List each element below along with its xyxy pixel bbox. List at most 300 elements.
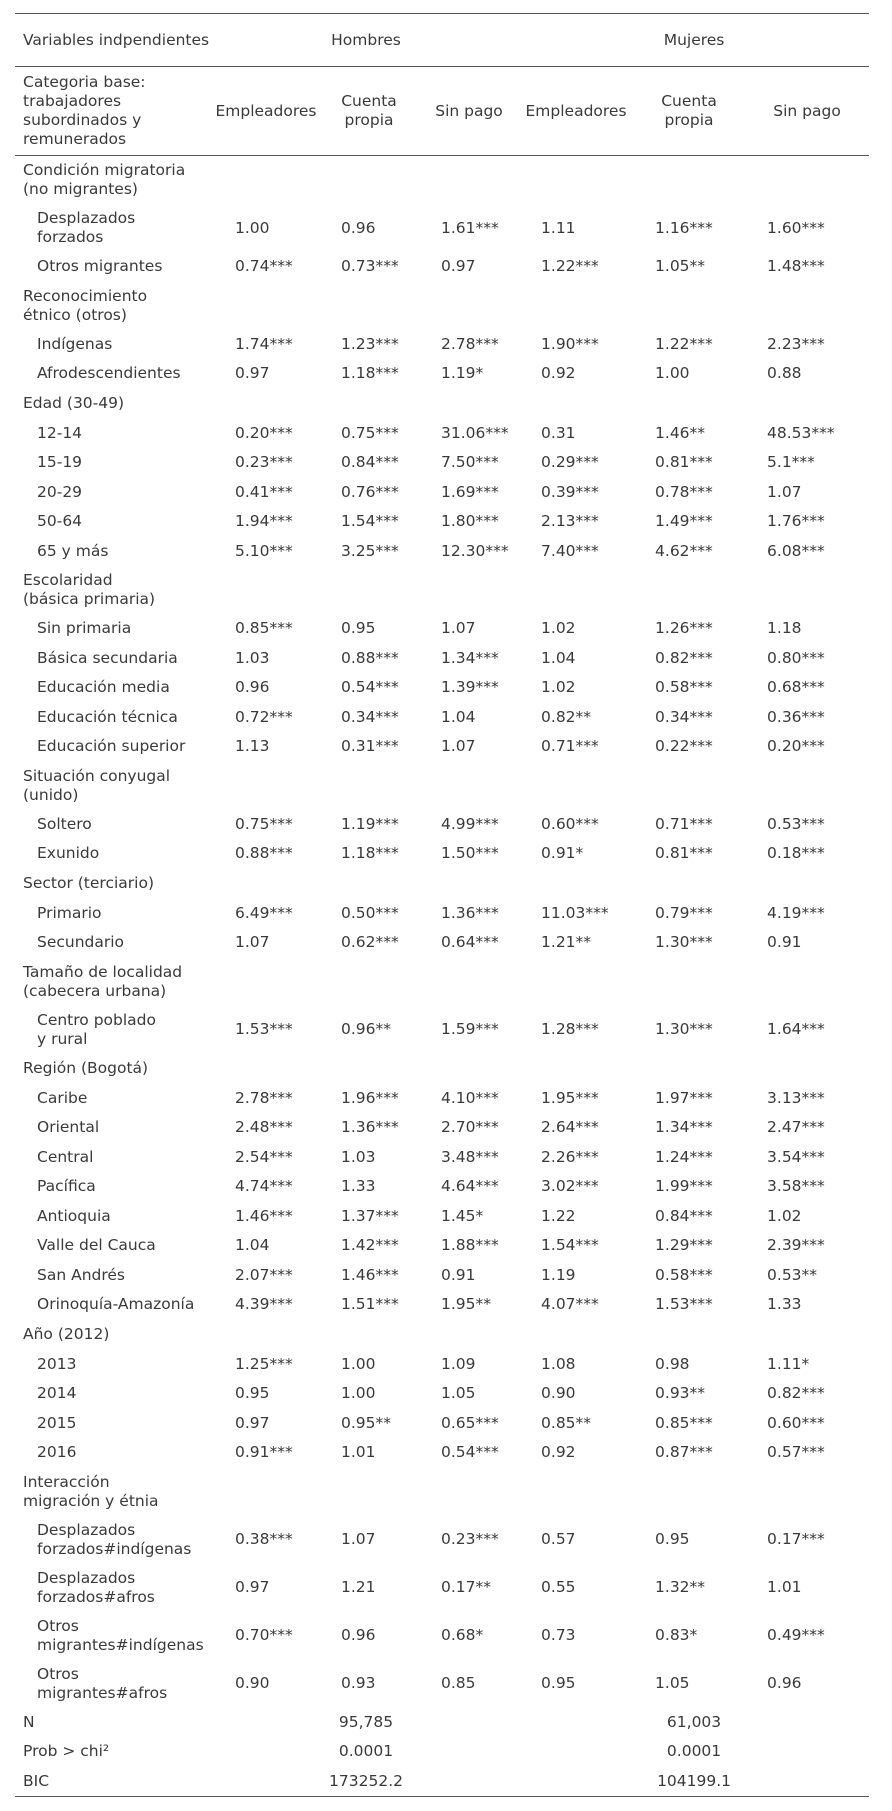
coefficient-cell: 1.02 [541,619,576,638]
coefficient-cell: 1.33 [767,1295,802,1314]
column-header: Sin pago [419,67,519,156]
table-row [15,810,869,840]
coefficient-cell: 0.70*** [235,1626,293,1644]
coefficient-cell: 1.80*** [441,512,499,531]
coefficient-cell: 0.82*** [767,1384,825,1403]
coefficient-cell: 1.24*** [655,1147,713,1166]
stat-label: Prob > chi² [23,1742,110,1761]
coefficient-cell: 1.07 [441,737,476,756]
coefficient-cell: 1.00 [341,1354,376,1373]
coefficient-cell: 0.29*** [541,453,599,472]
row-label: Centro poblado y rural [37,1010,156,1048]
coefficient-cell: 1.39*** [441,678,499,697]
coefficient-cell: 0.74*** [235,257,293,276]
coefficient-cell: 0.82** [541,707,592,726]
coefficient-cell: 1.59*** [441,1020,499,1038]
coefficient-cell: 1.05 [441,1384,476,1403]
table-row [15,1379,869,1409]
coefficient-cell: 1.30*** [655,1020,713,1038]
coefficient-cell: 1.01 [767,1578,802,1596]
coefficient-cell: 1.07 [441,619,476,638]
row-label: Central [37,1147,94,1166]
table-row [15,252,869,282]
coefficient-cell: 0.85 [441,1674,476,1692]
section-row [15,1320,869,1350]
section-title: Situación conyugal (unido) [23,766,171,804]
coefficient-cell: 0.72*** [235,707,293,726]
coefficient-cell: 0.95** [341,1413,392,1432]
coefficient-cell: 1.37*** [341,1206,399,1225]
coefficient-cell: 1.04 [541,648,576,667]
table-row [15,1261,869,1291]
coefficient-cell: 1.64*** [767,1020,825,1038]
coefficient-cell: 1.34*** [655,1118,713,1137]
coefficient-cell: 0.60*** [767,1413,825,1432]
coefficient-cell: 0.88 [767,364,802,383]
coefficient-cell: 1.95*** [541,1088,599,1107]
section-row [15,566,869,614]
coefficient-cell: 4.62*** [655,541,713,560]
coefficient-cell: 3.54*** [767,1147,825,1166]
column-header: Cuenta propia [319,67,419,156]
coefficient-cell: 2.23*** [767,334,825,353]
coefficient-cell: 0.95 [341,619,376,638]
coefficient-cell: 0.92 [541,1443,576,1462]
section-title: Escolaridad (básica primaria) [23,571,156,608]
coefficient-cell: 0.93 [341,1674,376,1692]
coefficient-cell: 12.30*** [441,541,509,560]
row-label: Primario [37,903,102,922]
coefficient-cell: 1.61*** [441,218,499,237]
coefficient-cell: 1.03 [341,1147,376,1166]
stat-label: BIC [15,1767,213,1797]
section-row [15,958,869,1006]
row-label: Soltero [37,814,92,833]
row-label: San Andrés [37,1265,125,1284]
coefficient-cell: 0.95 [235,1384,270,1403]
coefficient-cell: 1.96*** [341,1088,399,1107]
table-row [15,928,869,958]
coefficient-cell: 2.78*** [441,334,499,353]
coefficient-cell: 1.18 [767,619,802,638]
row-label: 65 y más [37,541,109,560]
coefficient-cell: 1.16*** [655,218,713,237]
table-row [15,1143,869,1173]
coefficient-cell: 0.62*** [341,933,399,952]
coefficient-cell: 1.03 [235,648,270,667]
coefficient-cell: 0.97 [235,364,270,383]
row-label: 50-64 [37,512,83,531]
column-header: Empleadores [519,67,633,156]
stat-row [15,1708,869,1738]
table-row [15,839,869,869]
variables-header: Variables indpendientes [15,14,213,67]
row-label: 12-14 [37,423,83,442]
coefficient-cell: 1.21 [341,1578,376,1596]
coefficient-cell: 5.1*** [767,453,815,472]
coefficient-cell: 0.54*** [341,678,399,697]
coefficient-cell: 1.00 [235,218,270,237]
coefficient-cell: 2.54*** [235,1147,293,1166]
section-row [15,1468,869,1516]
coefficient-cell: 1.32** [655,1578,706,1596]
header-row-columns [15,67,869,156]
coefficient-cell: 0.84*** [655,1206,713,1225]
column-header: Sin pago [745,67,869,156]
coefficient-cell: 1.05 [655,1674,690,1692]
coefficient-cell: 0.88*** [235,844,293,863]
coefficient-cell: 0.17*** [767,1530,825,1548]
coefficient-cell: 4.39*** [235,1295,293,1314]
coefficient-cell: 0.53*** [767,814,825,833]
coefficient-cell: 1.13 [235,737,270,756]
coefficient-cell: 1.46*** [235,1206,293,1225]
row-label: Orinoquía-Amazonía [37,1295,195,1314]
coefficient-cell: 6.49*** [235,903,293,922]
coefficient-cell: 1.00 [341,1384,376,1403]
coefficient-cell: 1.95** [441,1295,492,1314]
coefficient-cell: 0.18*** [767,844,825,863]
coefficient-cell: 0.96** [341,1020,392,1038]
stat-value-women: 61,003 [666,1712,722,1731]
table-row [15,478,869,508]
coefficient-cell: 7.50*** [441,453,499,472]
coefficient-cell: 1.07 [767,482,802,501]
section-row [15,762,869,810]
coefficient-cell: 0.71*** [541,737,599,756]
coefficient-cell: 0.68* [441,1626,484,1644]
coefficient-cell: 0.91*** [235,1443,293,1462]
coefficient-cell: 0.20*** [235,423,293,442]
coefficient-cell: 0.38*** [235,1530,293,1548]
coefficient-cell: 4.07*** [541,1295,599,1314]
table-row [15,1564,869,1612]
coefficient-cell: 0.97 [235,1578,270,1596]
table-row [15,673,869,703]
table-row [15,1350,869,1380]
coefficient-cell: 1.21** [541,933,592,952]
row-label: Caribe [37,1088,88,1107]
coefficient-cell: 1.07 [235,933,270,952]
stat-value-women: 104199.1 [519,1767,869,1797]
coefficient-cell: 0.97 [441,257,476,276]
stat-row [15,1767,869,1797]
coefficient-cell: 1.36*** [341,1118,399,1137]
coefficient-cell: 0.90 [235,1674,270,1692]
row-label: Básica secundaria [37,648,178,667]
coefficient-cell: 0.85*** [235,619,293,638]
coefficient-cell: 0.93** [655,1384,706,1403]
coefficient-cell: 0.57 [541,1530,576,1548]
row-label: Sin primaria [37,619,132,638]
coefficient-cell: 0.92 [541,364,576,383]
coefficient-cell: 1.18*** [341,364,399,383]
coefficient-cell: 2.26*** [541,1147,599,1166]
table-row [15,899,869,929]
row-label: Valle del Cauca [37,1236,156,1255]
coefficient-cell: 1.74*** [235,334,293,353]
coefficient-cell: 0.96 [341,1626,376,1644]
coefficient-cell: 2.64*** [541,1118,599,1137]
row-label: Oriental [37,1118,100,1137]
table-row [15,1202,869,1232]
coefficient-cell: 1.00 [655,364,690,383]
row-label: Desplazados forzados#afros [37,1568,155,1606]
coefficient-cell: 0.73 [541,1626,576,1644]
coefficient-cell: 0.34*** [655,707,713,726]
row-label: Antioquia [37,1206,111,1225]
section-title: Tamaño de localidad (cabecera urbana) [23,962,183,1000]
row-label: Desplazados forzados [37,209,136,246]
table-row [15,1516,869,1564]
row-label: Otros migrantes#afros [37,1664,168,1702]
coefficient-cell: 1.54*** [341,512,399,531]
row-label: Otros migrantes#indígenas [37,1616,204,1654]
coefficient-cell: 1.11* [767,1354,810,1373]
stat-value-women: 0.0001 [666,1742,722,1761]
coefficient-cell: 0.79*** [655,903,713,922]
coefficient-cell: 1.18*** [341,844,399,863]
coefficient-cell: 4.19*** [767,903,825,922]
coefficient-cell: 1.04 [441,707,476,726]
coefficient-cell: 4.64*** [441,1177,499,1196]
coefficient-cell: 0.81*** [655,844,713,863]
coefficient-cell: 0.34*** [341,707,399,726]
coefficient-cell: 0.55 [541,1578,576,1596]
coefficient-cell: 0.65*** [441,1413,499,1432]
coefficient-cell: 0.54*** [441,1443,499,1462]
section-row [15,282,869,330]
coefficient-cell: 1.22*** [541,257,599,276]
coefficient-cell: 1.19*** [341,814,399,833]
coefficient-cell: 0.84*** [341,453,399,472]
coefficient-cell: 2.78*** [235,1088,293,1107]
coefficient-cell: 0.75*** [341,423,399,442]
coefficient-cell: 1.29*** [655,1236,713,1255]
coefficient-cell: 5.10*** [235,541,293,560]
coefficient-cell: 1.45* [441,1206,484,1225]
coefficient-cell: 3.13*** [767,1088,825,1107]
coefficient-cell: 1.04 [235,1236,270,1255]
coefficient-cell: 0.95 [655,1530,690,1548]
table-row [15,1084,869,1114]
section-row [15,869,869,899]
section-row [15,1054,869,1084]
coefficient-cell: 7.40*** [541,541,599,560]
coefficient-cell: 1.09 [441,1354,476,1373]
row-label: Exunido [37,844,100,863]
table-row [15,614,869,644]
coefficient-cell: 4.10*** [441,1088,499,1107]
coefficient-cell: 48.53*** [767,423,835,442]
row-label: 2014 [37,1384,77,1403]
coefficient-cell: 0.36*** [767,707,825,726]
table-row [15,1409,869,1439]
coefficient-cell: 1.02 [767,1206,802,1225]
coefficient-cell: 1.11 [541,218,576,237]
coefficient-cell: 0.82*** [655,648,713,667]
coefficient-cell: 0.58*** [655,1265,713,1284]
coefficient-cell: 1.50*** [441,844,499,863]
coefficient-cell: 1.46** [655,423,706,442]
coefficient-cell: 1.51*** [341,1295,399,1314]
coefficient-cell: 0.76*** [341,482,399,501]
coefficient-cell: 1.25*** [235,1354,293,1373]
table-row [15,330,869,360]
row-label: 2015 [37,1413,77,1432]
regression-table [15,13,869,1797]
coefficient-cell: 1.88*** [441,1236,499,1255]
coefficient-cell: 0.96 [341,218,376,237]
stat-value-men: 95,785 [338,1712,394,1731]
coefficient-cell: 0.96 [235,678,270,697]
coefficient-cell: 0.73*** [341,257,399,276]
coefficient-cell: 0.53** [767,1265,818,1284]
coefficient-cell: 3.58*** [767,1177,825,1196]
stat-row [15,1737,869,1767]
coefficient-cell: 3.02*** [541,1177,599,1196]
row-label: Educación media [37,678,170,697]
coefficient-cell: 0.23*** [235,453,293,472]
coefficient-cell: 0.23*** [441,1530,499,1548]
section-title: Región (Bogotá) [23,1059,149,1077]
coefficient-cell: 3.48*** [441,1147,499,1166]
table-row [15,448,869,478]
table-row [15,1231,869,1261]
coefficient-cell: 0.22*** [655,737,713,756]
coefficient-cell: 1.42*** [341,1236,399,1255]
column-header: Empleadores [213,67,319,156]
coefficient-cell: 0.31 [541,423,576,442]
coefficient-cell: 0.78*** [655,482,713,501]
coefficient-cell: 1.46*** [341,1265,399,1284]
row-label: Otros migrantes [37,257,163,276]
group-header-women: Mujeres [519,14,869,67]
row-label: Educación superior [37,737,186,756]
section-title: Interacción migración y étnia [23,1472,159,1510]
row-label: Secundario [37,933,125,952]
coefficient-cell: 2.47*** [767,1118,825,1137]
coefficient-cell: 0.88*** [341,648,399,667]
coefficient-cell: 1.48*** [767,257,825,276]
stat-value-men: 173252.2 [213,1767,519,1797]
coefficient-cell: 1.19* [441,364,484,383]
section-title: Condición migratoria (no migrantes) [23,161,186,198]
coefficient-cell: 1.33 [341,1177,376,1196]
coefficient-cell: 1.08 [541,1354,576,1373]
coefficient-cell: 1.05** [655,257,706,276]
column-header: Cuenta propia [633,67,745,156]
coefficient-cell: 0.91 [767,933,802,952]
coefficient-cell: 0.50*** [341,903,399,922]
coefficient-cell: 1.28*** [541,1020,599,1038]
row-label: 20-29 [37,482,83,501]
coefficient-cell: 0.49*** [767,1626,825,1644]
coefficient-cell: 0.41*** [235,482,293,501]
coefficient-cell: 1.30*** [655,933,713,952]
coefficient-cell: 11.03*** [541,903,609,922]
row-label: Pacífica [37,1177,96,1196]
coefficient-cell: 4.74*** [235,1177,293,1196]
table-row [15,644,869,674]
table-row [15,1006,869,1054]
coefficient-cell: 0.39*** [541,482,599,501]
group-header-men: Hombres [213,14,519,67]
coefficient-cell: 0.81*** [655,453,713,472]
coefficient-cell: 1.54*** [541,1236,599,1255]
section-row [15,156,869,205]
table-row [15,1113,869,1143]
row-label: Indígenas [37,334,113,353]
coefficient-cell: 2.13*** [541,512,599,531]
coefficient-cell: 1.23*** [341,334,399,353]
coefficient-cell: 4.99*** [441,814,499,833]
coefficient-cell: 0.58*** [655,678,713,697]
table-row [15,537,869,567]
coefficient-cell: 0.97 [235,1413,270,1432]
coefficient-cell: 0.31*** [341,737,399,756]
coefficient-cell: 1.01 [341,1443,376,1462]
coefficient-cell: 0.68*** [767,678,825,697]
coefficient-cell: 1.22 [541,1206,576,1225]
table-row [15,732,869,762]
row-label: 2016 [37,1443,77,1462]
coefficient-cell: 1.36*** [441,903,499,922]
coefficient-cell: 1.34*** [441,648,499,667]
coefficient-cell: 1.90*** [541,334,599,353]
coefficient-cell: 0.98 [655,1354,690,1373]
coefficient-cell: 0.85*** [655,1413,713,1432]
coefficient-cell: 0.95 [541,1674,576,1692]
coefficient-cell: 1.07 [341,1530,376,1548]
coefficient-cell: 0.91 [441,1265,476,1284]
coefficient-cell: 1.97*** [655,1088,713,1107]
coefficient-cell: 31.06*** [441,423,509,442]
coefficient-cell: 0.71*** [655,814,713,833]
coefficient-cell: 1.26*** [655,619,713,638]
section-title: Reconocimiento étnico (otros) [23,286,148,324]
table-row [15,359,869,389]
table-row [15,1438,869,1468]
coefficient-cell: 1.76*** [767,512,825,531]
coefficient-cell: 0.96 [767,1674,802,1692]
row-label: 2013 [37,1354,77,1373]
coefficient-cell: 6.08*** [767,541,825,560]
coefficient-cell: 1.02 [541,678,576,697]
table-row [15,1290,869,1320]
base-category-header: Categoria base: trabajadores subordinados y remunerados [15,67,213,156]
coefficient-cell: 1.49*** [655,512,713,531]
coefficient-cell: 3.25*** [341,541,399,560]
row-label: Educación técnica [37,707,178,726]
table-row [15,204,869,252]
coefficient-cell: 0.90 [541,1384,576,1403]
coefficient-cell: 1.60*** [767,218,825,237]
row-label: Desplazados forzados#indígenas [37,1520,192,1558]
table-body [15,156,869,1797]
coefficient-cell: 0.17** [441,1578,492,1596]
coefficient-cell: 0.83* [655,1626,698,1644]
coefficient-cell: 1.22*** [655,334,713,353]
coefficient-cell: 1.94*** [235,512,293,531]
coefficient-cell: 0.80*** [767,648,825,667]
coefficient-cell: 1.69*** [441,482,499,501]
coefficient-cell: 2.70*** [441,1118,499,1137]
section-row [15,389,869,419]
coefficient-cell: 1.19 [541,1265,576,1284]
row-label: 15-19 [37,453,83,472]
coefficient-cell: 0.20*** [767,737,825,756]
